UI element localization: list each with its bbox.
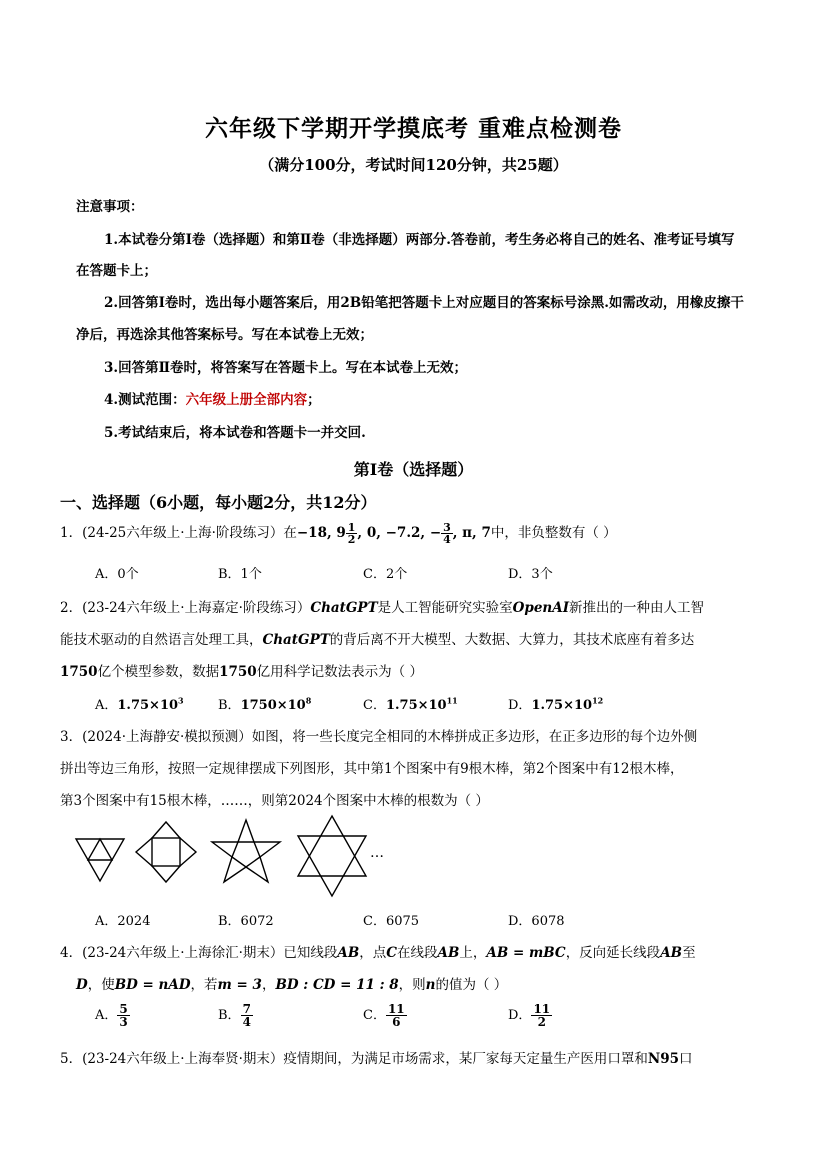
note-item-1-line-1: 1.本试卷分第Ⅰ卷（选择题）和第Ⅱ卷（非选择题）两部分.答卷前，考生务必将自己的姓名、准考证号填写 — [104, 232, 735, 248]
question-4-line-2: D，使BD = nAD，若m = 3，BD : CD = 11 : 8，则n的值为（ ） — [76, 977, 508, 993]
test-range: 六年级上册全部内容 — [185, 392, 308, 408]
question-3-line-2: 拼出等边三角形，按照一定规律摆成下列图形，其中第1个图案中有9根木棒，第2个图案中有12根木棒， — [60, 761, 684, 777]
q4-option-a: A． $\frac{5}{3}$ — [95, 1002, 128, 1029]
section-1-title: 一、选择题（6小题，每小题2分，共12分） — [60, 493, 377, 512]
q3-option-d: D．6078 — [508, 914, 565, 929]
q2-option-a: A．$1.75\times 10^3$ — [95, 695, 184, 713]
q1-option-a: A．0个 — [95, 567, 139, 582]
q3-option-a: A．2024 — [95, 914, 151, 929]
question-3-line-1: 3．(2024·上海静安·模拟预测）如图，将一些长度完全相同的木棒拼成正多边形，在正多边形的每个边外侧 — [60, 729, 698, 745]
question-3-line-3: 第3个图案中有15根木棒，……，则第2024个图案中木棒的根数为（ ） — [60, 793, 489, 809]
note-item-1-line-2: 在答题卡上； — [76, 263, 157, 279]
note-item-5: 5.考试结束后，将本试卷和答题卡一并交回. — [104, 425, 366, 441]
figure-3-pentagon — [212, 820, 280, 882]
q2-option-d: D．$1.75\times 10^{12}$ — [508, 695, 604, 713]
question-4-line-1: 4．(23-24六年级上·上海徐汇·期末）已知线段AB，点C在线段AB上，AB = mBC，反向延长线段AB至 — [60, 945, 696, 961]
figure-4-hexagon — [298, 816, 366, 896]
note-item-2-line-2: 净后，再选涂其他答案标号。写在本试卷上无效； — [76, 327, 373, 343]
page-subtitle: （满分100分，考试时间120分钟，共25题） — [259, 156, 568, 174]
stick-pattern-figures — [70, 812, 400, 902]
note-item-2-line-1: 2.回答第Ⅰ卷时，选出每小题答案后，用2B铅笔把答题卡上对应题目的答案标号涂黑.如需改动，用橡皮擦干 — [104, 295, 744, 311]
question-2-line-1: 2．(23-24六年级上·上海嘉定·阶段练习）ChatGPT是人工智能研究实验室OpenAI新推出的一种由人工智 — [60, 600, 705, 616]
q3-option-b: B．6072 — [218, 914, 274, 929]
question-2-line-3: 1750亿个模型参数，数据1750亿用科学记数法表示为（ ） — [60, 664, 423, 680]
part-1-title: 第Ⅰ卷（选择题） — [353, 460, 474, 479]
figure-1-triangle — [76, 839, 124, 881]
q4-option-b: B． $\frac{7}{4}$ — [218, 1002, 251, 1029]
q2-option-c: C．$1.75\times 10^{11}$ — [363, 695, 458, 713]
note-item-3: 3.回答第Ⅱ卷时，将答案写在答题卡上。写在本试卷上无效； — [104, 360, 467, 376]
q1-option-c: C．2个 — [363, 567, 408, 582]
figure-2-square — [136, 822, 196, 882]
question-5-line-1: 5．(23-24六年级上·上海奉贤·期末）疫情期间，为满足市场需求，某厂家每天定量生产医用口罩和N95口 — [60, 1051, 693, 1067]
q4-option-d: D． $\frac{11}{2}$ — [508, 1002, 551, 1029]
q3-option-c: C．6075 — [363, 914, 420, 929]
q2-option-b: B．$1750\times 10^8$ — [218, 695, 312, 713]
q1-option-d: D．3个 — [508, 567, 553, 582]
q4-option-c: C． $\frac{11}{6}$ — [363, 1002, 405, 1029]
notes-heading: 注意事项： — [76, 199, 144, 215]
q1-option-b: B．1个 — [218, 567, 262, 582]
figure-ellipsis: … — [370, 845, 384, 861]
page-title: 六年级下学期开学摸底考 重难点检测卷 — [204, 115, 622, 142]
note-item-4: 4.测试范围：六年级上册全部内容； — [104, 392, 321, 408]
question-2-line-2: 能技术驱动的自然语言处理工具，ChatGPT的背后离不开大模型、大数据、大算力，其技术底座有着多达 — [60, 632, 695, 648]
question-1-stem: 1．(24-25六年级上·上海·阶段练习）在−18, 9 $\frac{1}{2}$ , 0, −7.2, − $\frac{3}{4}$ , π, 7中，非负整数有（ ） — [60, 521, 617, 546]
